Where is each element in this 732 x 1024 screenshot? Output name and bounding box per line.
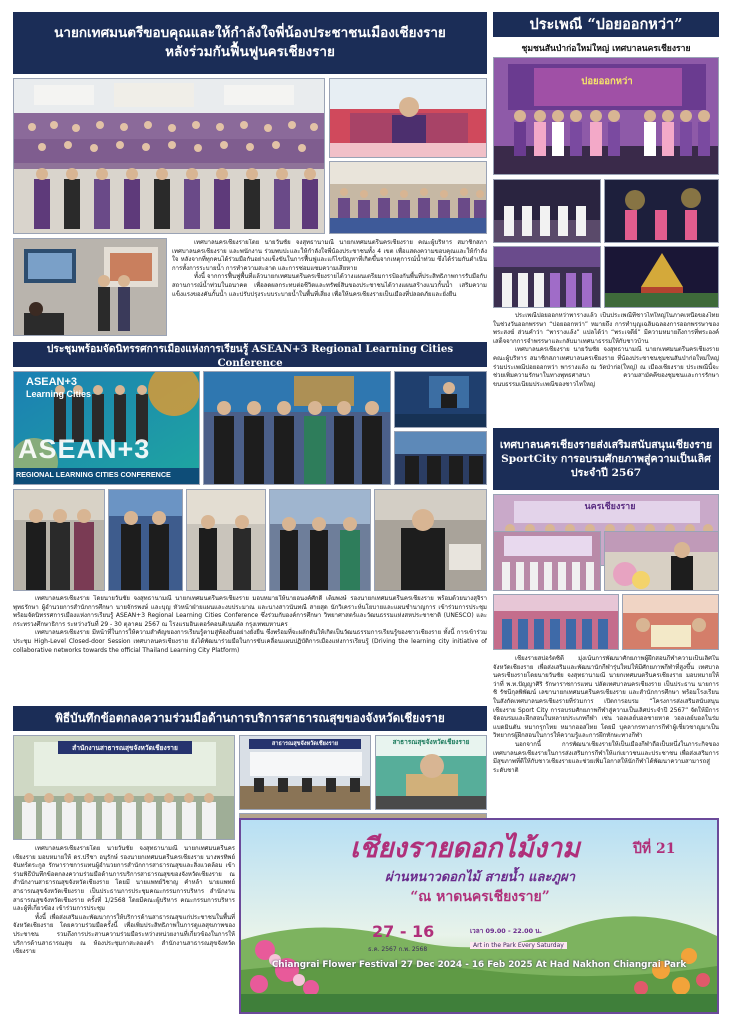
panel-stage-image (395, 432, 487, 485)
delegates-image-3 (187, 490, 266, 591)
crowd-hall-image (14, 79, 325, 234)
sportcity-board-game-photo (622, 594, 719, 650)
section2-body (13, 595, 487, 699)
flower-festival-dates: 27 - 16 (372, 922, 435, 941)
officer-banner-text: สาธารณสุขจังหวัดเชียงราย (392, 738, 470, 746)
flower-festival-edition: ปีที่ 21 (633, 841, 676, 857)
audience-photo (329, 161, 487, 234)
section2-title: ประชุมพร้อมจัดนิทรรศการเมืองแห่งการเรียนรู้ ASEAN+3 Regional Learning Cities Conference (46, 342, 454, 369)
sportcity-hall-image (494, 532, 601, 591)
delegates-photo-5 (374, 489, 487, 591)
delegates-image-5 (375, 490, 487, 591)
officer-image (376, 736, 487, 810)
poy-ork-wa-temple-image (605, 247, 719, 308)
section1-paragraph: เทศบาลนครเชียงรายโดย นายวันชัย จงสุทธานามณี นายกเทศมนตรีนครเชียงราย คณะผู้บริหาร สมาชิกสภาเทศบาลนครเชียงราย และพนักงาน ร่วมพบปะและให้กำลังใจพี่น้องประชาชนทั้ง 4 เขต เพื่อแสดงความขอบคุณและให้กำลังใจ หลังจากที่ทุกคนได้ร่วมมือกันอย่างแข็งขันในการฟื้นฟูและแก้ไขปัญหาที่เกิดขึ้นจากเหตุการณ์น้ำท่วม ซึ่งได้ร่วมกันดำเนินการทั้งการระบายน้ำ การทำความสะอาด และการซ่อมแซมความเสียหาย (172, 239, 487, 272)
conference-screen-photo (394, 371, 487, 428)
delegates-photo-4 (269, 489, 371, 591)
presentation-image (14, 239, 167, 336)
section2-paragraph: เทศบาลนครเชียงราย มีหน้าที่ในการให้ความสำคัญของการเรียนรู้ตามสู่ท้องถิ่นอย่างยั่งยืน ซึ่งพร้อมที่จะผลักดันให้เกิดเป็นวัฒนธรรมการเรียนรู้ของชาวเชียงราย ทั้งนี้ การเข้าร่วมประชุม High-Level Closed-door Session เทศบาลนครเชียงราย ยังได้พัฒนาร่วมมือในการขับเคลื่อนแผนปฏิบัติการเมืองแห่งการเรียนรู้ (Driving the learning city initiative of collaborative networks towards the official Thailand Learning City Platform) (13, 629, 487, 654)
asean-banner-sub-text: Learning Cities (26, 389, 92, 399)
section4-subtitle: ชุมชนสันป่าก่อใหม่ใหญ่ เทศบาลนครเชียงราย (521, 44, 691, 54)
section5-paragraph: เชียงรายสปอร์ตซิตี้ มุ่งเน้นการพัฒนาศักยภาพผู้ฝึกสอนกีฬาความเป็นเลิศในจังหวัดเชียงราย เพื่อส่งเสริมและพัฒนานักกีฬารุ่นใหม่ให้มีศักยภาพกีฬาที่สูงขึ้น เทศบาลนครเชียงรายโดยนายวันชัย จงสุทธานามณี นายกเทศมนตรีนครเชียงราย มอบหมายให้ ว่าที่ พ.ท.ปัญญาศิริ รักษาราชการแทน ปลัดเทศบาลนครเชียงราย เป็นประธาน นายการชิ รัชนีกุลพิพัฒน์ เลขานายกเทศมนตรีนครเชียงราย และสำนักการศึกษา พร้อมโรงเรียนในสังกัดเทศบาลนครเชียงรายที่ร่วมการ เปิดการอบรม “โครงการส่งเสริมสนับสนุนเชียงราย Sport City การอบรมศักยภาพกีฬาสู่ความเป็นเลิศประจำปี 2567” จัดให้มีการจัดอบรมและฝึกสอนในหลายประเภทกีฬา เช่น วอลเลย์บอลชายหาด วอลเลย์บอลในร่ม แบดมินตัน หมากรุกไทย หมากฮอสไทย โดยมี บุคลากรทางการกีฬาผู้เชี่ยวชาญมาเป็นวิทยากรผู้ฝึกสอนในการให้ความรู้และการฝึกทักษะทางกีฬา (493, 655, 719, 740)
section4-title: ประเพณี “ปอยออกหว่า” (529, 16, 683, 33)
sportcity-students-image (494, 595, 619, 650)
section4-body (493, 312, 719, 422)
section4-header (493, 12, 719, 37)
flower-festival-footer: Chiangrai Flower Festival 27 Dec 2024 - 16 Feb 2025 At Had Nakhon Chiangrai Park (271, 960, 687, 970)
section1-paragraph: ทั้งนี้ จากการฟื้นฟูพื้นที่แล้วนายกเทศมนตรีนครเชียงรายได้วางแผนเตรียมการป้องกันพื้นที่ประสิทธิภาพการรับมือกับสถานการณ์น้ำท่วมในอนาคต เพื่อลดผลกระทบต่อชีวิตและทรัพย์สินของประชาชนได้วางแผนสร้างแนวกั้นน้ำ เสริมความแข็งแรงของคันกั้นน้ำ และปรับปรุงระบบระบายน้ำในพื้นที่เสี่ยง เพื่อให้นครเชียงรายเป็นเมืองที่ปลอดภัยและยั่งยืน (172, 273, 487, 298)
poy-ork-wa-group-photo (493, 246, 601, 308)
poy-ork-wa-poster-text: ปอยออกหว่า (581, 76, 633, 87)
section5-body (493, 655, 719, 813)
asean-banner-top-text: ASEAN+3 (26, 376, 78, 388)
asean-banner-big-text: ASEAN+3 (18, 434, 151, 464)
flower-festival-title-text: เชียงรายดอกไม้งาม (350, 833, 580, 864)
panel-stage-photo (394, 431, 487, 485)
section4-paragraph: ประเพณีปอยออกหว่าพารางแล้ว เป็นประเพณีที่ชาวไทใหญ่ในภาคเหนือของไทยในช่วงวันออกพรรษา “ปอยออกหว่า” หมายถึง การทำบุญเฉลิมฉลองการออกพรรษาของพระสงฆ์ ส่วนคำว่า “พารางแล้ง” แปลได้ว่า “พระเจดีย์” มีความหมายถึงการที่พระองค์เสด็จจากการจำพรรษาและกลับมาเทศนาธรรมให้กับชาวบ้าน (493, 312, 719, 345)
flower-festival-title (300, 826, 630, 869)
delegates-image-1 (14, 490, 105, 591)
flower-festival-venue: “ณ หาดนครเชียงราย” (410, 889, 550, 905)
delegation-photo (203, 371, 391, 485)
mou-sign-left: สำนักงานสาธารณสุขจังหวัดเชียงราย (58, 741, 192, 754)
flower-festival-tagline: ผ่านหนาวดอกไม้ สายน้ำ และภูผา (385, 870, 575, 885)
poy-ork-wa-group-image (494, 247, 601, 308)
speaker-photo (329, 78, 487, 158)
delegation-image (204, 372, 391, 485)
delegates-photo-2 (108, 489, 183, 591)
delegates-image-4 (270, 490, 371, 591)
section1-title-line2: หลังร่วมกันฟื้นฟูนครเชียงราย (165, 44, 335, 60)
sportcity-speaker-photo (604, 531, 719, 591)
poy-ork-wa-procession-photo (493, 179, 601, 243)
sportcity-board-game-image (623, 595, 719, 650)
section2-paragraph: เทศบาลนครเชียงราย โดยนายวันชัย จงสุทธานามณี นายกเทศมนตรีนครเชียงราย มอบหมายให้นายอนงค์ศักดิ์ เต็มพงษ์ รองนายกเทศมนตรีนครเชียงราย พร้อมด้วยนางสุจิรา พุทธรักษา ผู้อำนวยการสำนักการศึกษา นายจักรพงษ์ และบุญ หัวหน้าฝ่ายแผนและงบประมาณ และนางสาวนันทณี สายสุด นักวิเคราะห์นโยบายและแผนชำนาญการ เข้าร่วมการประชุมพร้อมจัดนิทรรศการเมืองแห่งการเรียนรู้ ASEAN+3 Regional Learning Cities Conference ซึ่งร่วมกับองค์การศึกษา วิทยาศาสตร์และวัฒนธรรมแห่งสหประชาชาติ (UNESCO) และกระทรวงศึกษาธิการ ระหว่างวันที่ 29 - 30 ตุลาคม 2567 ณ โรงแรมอินเตอร์คอนติเนนตัล กรุงเทพมหานคร (13, 595, 487, 628)
flower-festival-time: เวลา 09.00 - 22.00 น. (470, 927, 543, 935)
section3-body (13, 845, 235, 1013)
flower-festival-months: ธ.ค. 2567 ก.พ. 2568 (368, 946, 428, 953)
section5-title: เทศบาลนครเชียงรายส่งเสริมสนับสนุนเชียงราย SportCity การอบรมศักยภาพสู่ความเป็นเลิศ ประจำปี 2567 (499, 439, 713, 479)
audience-image (330, 162, 487, 234)
sportcity-speaker-image (605, 532, 719, 591)
section1-header (13, 12, 487, 74)
delegates-image-2 (109, 490, 183, 591)
delegates-photo-1 (13, 489, 105, 591)
delegates-photo-3 (186, 489, 266, 591)
section1-body (172, 239, 487, 337)
section3-title: พิธีบันทึกข้อตกลงความร่วมมือด้านการบริการสาธารณสุขของจังหวัดเชียงราย (55, 711, 445, 725)
sportcity-banner-text: นครเชียงราย (584, 502, 636, 512)
section5-header (493, 428, 719, 490)
poy-ork-wa-dance-image (605, 180, 719, 243)
section3-paragraph: ทั้งนี้ เพื่อส่งเสริมและพัฒนาการให้บริการด้านสาธารณสุขแก่ประชาชนในพื้นที่จังหวัดเชียงราย โดยความร่วมมือครั้งนี้ เพื่อเพิ่มประสิทธิภาพในการดูแลสุขภาพของประชาชน รวมถึงการประสานความร่วมมือระหว่างหน่วยงานที่เกี่ยวข้องในการให้บริการด้านสาธารณสุข ณ ห้องประชุมกาสะลองคำ สำนักงานสาธารณสุขจังหวัดเชียงราย (13, 913, 235, 956)
presentation-photo (13, 238, 167, 336)
section3-paragraph: เทศบาลนครเชียงรายโดย นายวันชัย จงสุทธานามณี นายกเทศมนตรีนครเชียงราย มอบหมายให้ ดร.ปรีชา อนุรักษ์ รองนายกเทศมนตรีนครเชียงราย นางพรทิพย์ จันทร์ตระกูล รักษาราชการแทนผู้อำนวยการสำนักการสาธารณสุขและสิ่งแวดล้อม เข้าร่วมพิธีบันทึกข้อตกลงความร่วมมือด้านการบริการสาธารณสุขของจังหวัดเชียงราย ณ สำนักงานสาธารณสุขจังหวัดเชียงราย โดยมี นายแพทย์วิชาญ คำหล้า นายแพทย์สาธารณสุขจังหวัดเชียงราย เป็นประธานการประชุมคณะกรรมการบริหาร สำนักงานสาธารณสุขจังหวัดเชียงราย ครั้งที่ 1/2568 โดยมีคณะผู้บริหาร คณะกรรมการบริหาร และผู้ที่เกี่ยวข้อง เข้าร่วมการประชุม (13, 845, 235, 913)
crowd-hall-photo (13, 78, 325, 234)
asean-banner-bottom-text: REGIONAL LEARNING CITIES CONFERENCE (16, 470, 171, 479)
section2-header (13, 342, 487, 367)
poy-ork-wa-dance-photo (604, 179, 719, 243)
section1-title-line1: นายกเทศมนตรีขอบคุณและให้กำลังใจพี่น้องประชาชนเมืองเชียงราย (54, 25, 446, 41)
conference-screen-image (395, 372, 487, 428)
section4-paragraph: เทศบาลนครเชียงราย นายวันชัย จงสุทธานามณี นายกเทศมนตรีนครเชียงราย คณะผู้บริหาร สมาชิกสภาเทศบาลนครเชียงราย ที่น้องประชาชนชุมชนสันป่าก่อใหม่ใหญ่ ร่วมประเพณีปอยออกหว่า พารางแล้ง ณ วัดป่าก่อ(ใหญ่) ณ เมืองเชียงราย ประเพณีนี้จะช่วยเพิ่มความรักษาในทางพุทธศาสนา ความสามัคคีของชุมชนและการรักษาขนบธรรมเนียมประเพณีของชาวไทใหญ่ (493, 346, 719, 388)
poy-ork-wa-procession-image (494, 180, 601, 243)
poy-ork-wa-temple-photo (604, 246, 719, 308)
section5-paragraph: นอกจากนี้ การพัฒนาเชียงรายให้เป็นเมืองกีฬาถือเป็นหนึ่งในภาระกิจของเทศบาลนครเชียงรายในการส่งเสริมการกีฬาให้แก่เยาวชนและประชาชน เพื่อส่งเสริมการมีสุขภาพที่ดีให้กับชาวเชียงรายและช่วยเพิ่มโอกาสให้นักกีฬาได้พัฒนาความสามารถสู่ระดับชาติ (493, 740, 719, 774)
mou-sign-right: สาธารณสุขจังหวัดเชียงราย (249, 739, 361, 749)
flower-festival-weekly: Art in the Park Every Saturday (470, 942, 567, 949)
sportcity-hall-photo (493, 531, 601, 591)
section3-header (13, 706, 487, 731)
sportcity-students-photo (493, 594, 619, 650)
speaker-image (330, 79, 487, 158)
